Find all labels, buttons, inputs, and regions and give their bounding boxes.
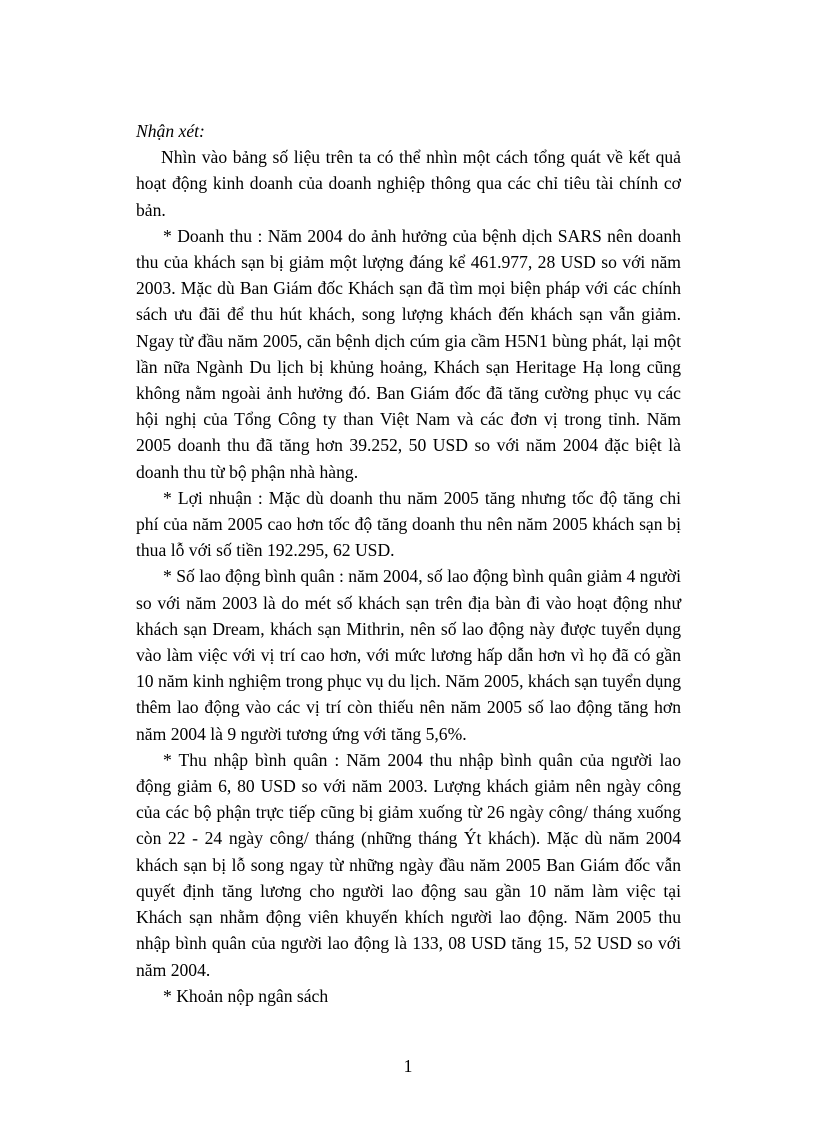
paragraph-budget: * Khoản nộp ngân sách <box>163 985 329 1006</box>
document-body <box>136 118 681 1009</box>
section-heading: Nhận xét: <box>136 121 205 141</box>
paragraph-profit: * Lợi nhuận : Mặc dù doanh thu năm 2005 tăng nhưng tốc độ tăng chi phí của năm 2005 cao hơn tốc độ tăng doanh thu nên năm 2005 khách sạn bị thua lỗ với số tiền 192.295, 62 USD. <box>136 487 681 561</box>
paragraph-income: * Thu nhập bình quân : Năm 2004 thu nhập bình quân của người lao động giảm 6, 80 USD so với năm 2003. Lượng khách giảm nên ngày công của các bộ phận trực tiếp cũng bị giảm xuống từ 26 ngày công/ tháng xuống còn 22 - 24 ngày công/ tháng (những tháng Ýt khách). Mặc dù năm 2004 khách sạn bị lỗ song ngay từ những ngày đầu năm 2005 Ban Giám đốc vẫn quyết định tăng lương cho người lao động sau gần 10 năm làm việc tại Khách sạn nhằm động viên khuyến khích người lao động. Năm 2005 thu nhập bình quân của người lao động là 133, 08 USD tăng 15, 52 USD so với năm 2004. <box>136 749 681 980</box>
page-number: 1 <box>403 1056 413 1076</box>
paragraph-intro: Nhìn vào bảng số liệu trên ta có thể nhìn một cách tổng quát về kết quả hoạt động kinh doanh của doanh nghiệp thông qua các chỉ tiêu tài chính cơ bản. <box>136 147 681 220</box>
paragraph-labor: * Số lao động bình quân : năm 2004, số lao động bình quân giảm 4 người so với năm 2003 là do mét số khách sạn trên địa bàn đi vào hoạt động như khách sạn Dream, khách sạn Mithrin, nên số lao động này được tuyển dụng vào làm việc với vị trí cao hơn, với mức lương hấp dẫn hơn vì họ đã có gần 10 năm kinh nghiệm trong phục vụ du lịch. Năm 2005, khách sạn tuyển dụng thêm lao động vào các vị trí còn thiếu nên năm 2005 số lao động tăng hơn năm 2004 là 9 người tương ứng với tăng 5,6%. <box>136 566 681 744</box>
paragraph-revenue: * Doanh thu : Năm 2004 do ảnh hưởng của bệnh dịch SARS nên doanh thu của khách sạn bị giảm một lượng đáng kể 461.977, 28 USD so với năm 2003. Mặc dù Ban Giám đốc Khách sạn đã tìm mọi biện pháp với các chính sách ưu đãi để thu hút khách, song lượng khách đến khách sạn vẫn giảm. Ngay từ đầu năm 2005, căn bệnh dịch cúm gia cầm H5N1 bùng phát, lại một lần nữa Ngành Du lịch bị khủng hoảng, Khách sạn Heritage Hạ long cũng không nằm ngoài ảnh hưởng đó. Ban Giám đốc đã tăng cường phục vụ các hội nghị của Tổng Công ty than Việt Nam và các đơn vị trong tỉnh. Năm 2005 doanh thu đã tăng hơn 39.252, 50 USD so với năm 2004 đặc biệt là doanh thu từ bộ phận nhà hàng. <box>136 225 681 482</box>
